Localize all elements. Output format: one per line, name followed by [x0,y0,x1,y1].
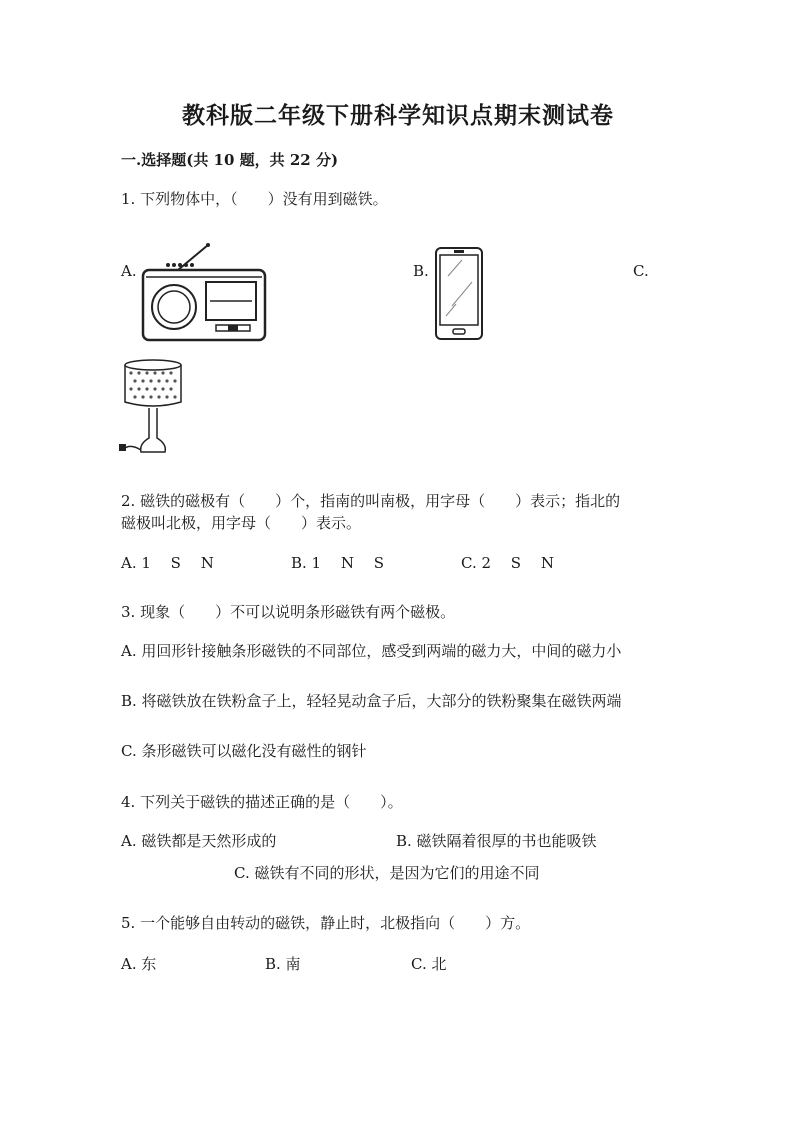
question-2-stem-line-2: 磁极叫北极，用字母（ ）表示。 [121,514,362,532]
page-title: 教科版二年级下册科学知识点期末测试卷 [182,102,614,129]
question-4-option-a[interactable]: A. 磁铁都是天然形成的 [121,832,277,850]
question-1-option-b[interactable]: B. [413,262,429,280]
question-1-option-a[interactable]: A. [121,262,137,280]
question-5-option-a[interactable]: A. 东 [121,955,157,973]
question-5-option-c[interactable]: C. 北 [411,955,447,973]
question-5-stem: 5. 一个能够自由转动的磁铁，静止时，北极指向（ ）方。 [121,914,531,932]
question-4-stem: 4. 下列关于磁铁的描述正确的是（ ）。 [121,793,403,811]
radio-icon [138,243,270,343]
question-2-stem-line-1: 2. 磁铁的磁极有（ ）个，指南的叫南极，用字母（ ）表示；指北的 [121,492,621,510]
question-3-option-c[interactable]: C. 条形磁铁可以磁化没有磁性的钢针 [121,742,367,760]
question-3-stem: 3. 现象（ ）不可以说明条形磁铁有两个磁极。 [121,603,456,621]
question-3-option-a[interactable]: A. 用回形针接触条形磁铁的不同部位，感受到两端的磁力大，中间的磁力小 [121,642,622,660]
section-heading: 一.选择题(共 10 题，共 22 分) [121,151,339,169]
table-lamp-icon [117,358,183,458]
question-3-option-b[interactable]: B. 将磁铁放在铁粉盒子上，轻轻晃动盒子后，大部分的铁粉聚集在磁铁两端 [121,692,622,710]
question-5-option-b[interactable]: B. 南 [265,955,301,973]
question-1-stem: 1. 下列物体中，（ ）没有用到磁铁。 [121,190,388,208]
question-2-option-b[interactable]: B. 1 N S [291,554,385,572]
question-2-option-c[interactable]: C. 2 S N [461,554,554,572]
question-4-option-b[interactable]: B. 磁铁隔着很厚的书也能吸铁 [396,832,597,850]
question-1-option-c[interactable]: C. [633,262,649,280]
question-4-option-c[interactable]: C. 磁铁有不同的形状，是因为它们的用途不同 [234,864,540,882]
smartphone-icon [434,246,484,341]
question-2-option-a[interactable]: A. 1 S N [121,554,214,572]
